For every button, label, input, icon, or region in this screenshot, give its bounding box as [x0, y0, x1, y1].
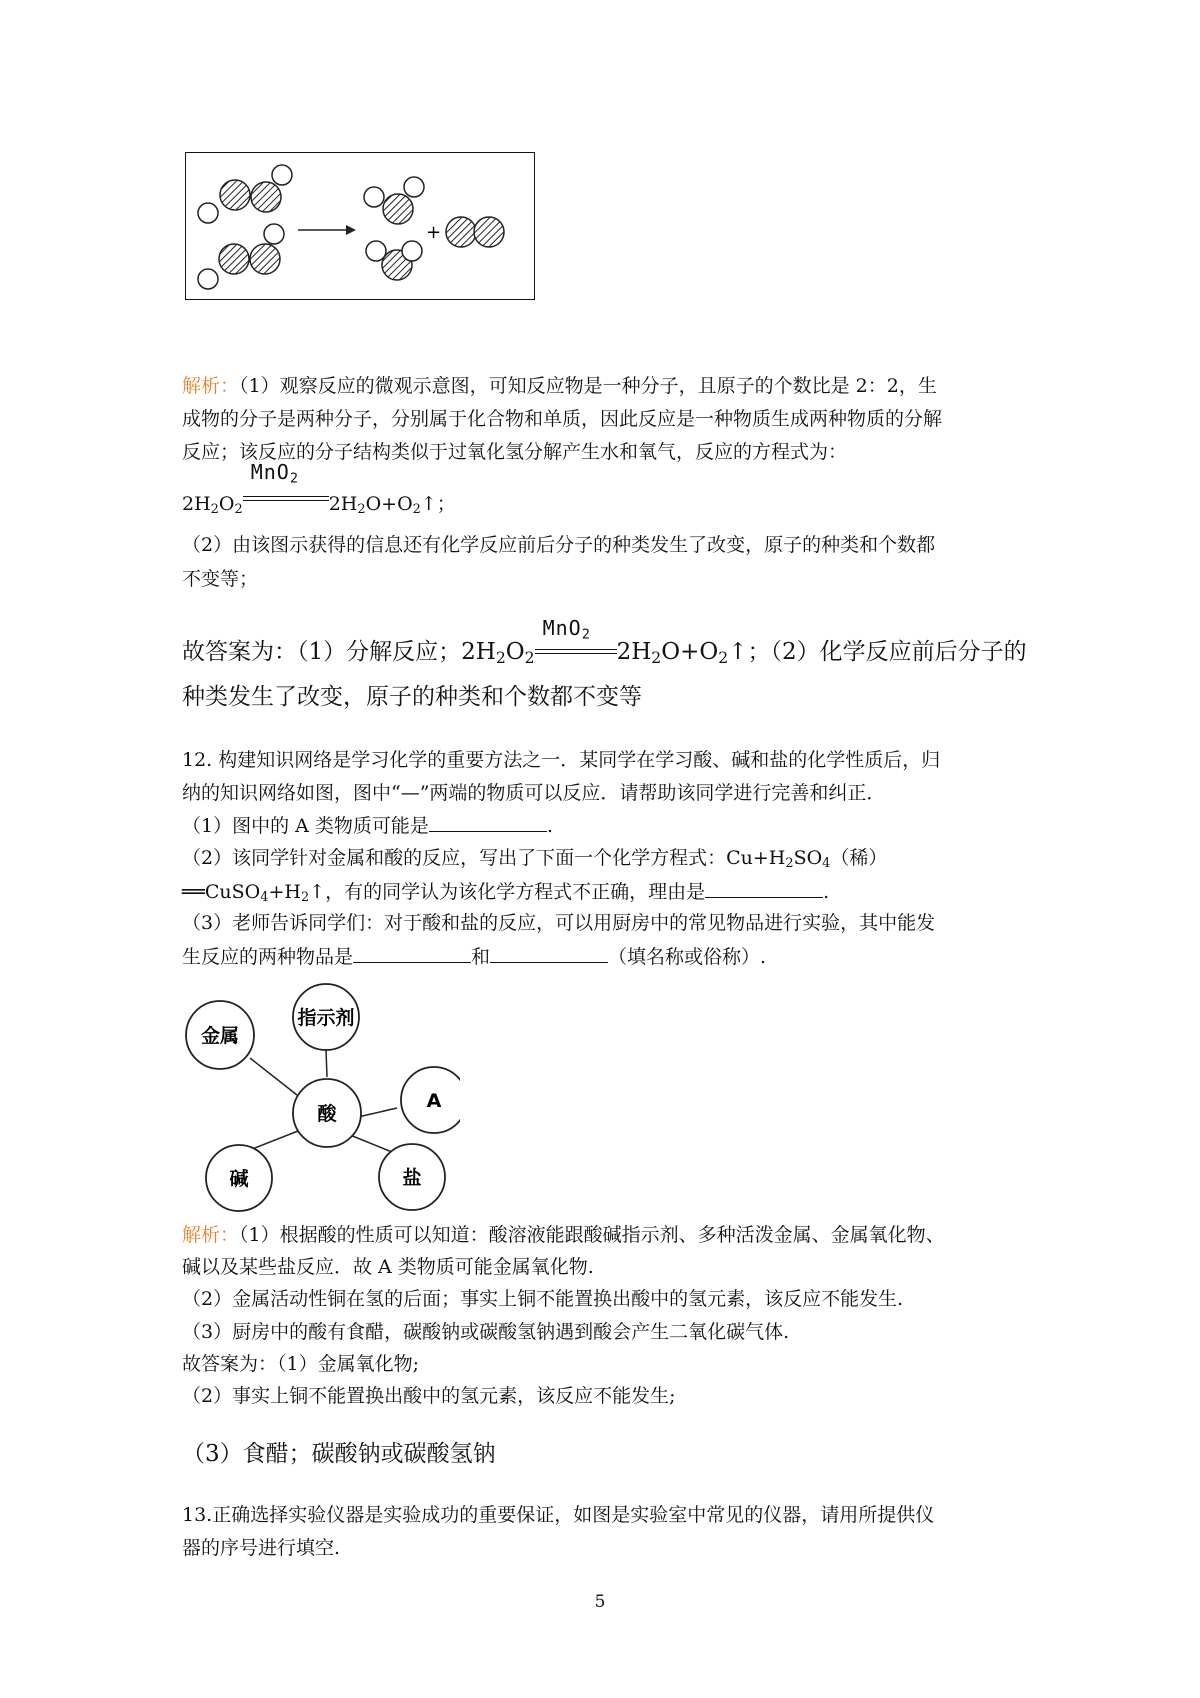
eq-sub: 2 — [357, 502, 366, 518]
q-sub: 4 — [260, 890, 269, 906]
reaction-arrow — [298, 225, 356, 235]
q11-analysis-line-6: 不变等； — [182, 568, 259, 590]
q12-answer-line-3: （3）食醋；碳酸钠或碳酸氢钠 — [182, 1441, 496, 1467]
q-sub: 2 — [300, 890, 310, 906]
ans-part: O — [505, 639, 525, 665]
q13-stem-line-2: 器的序号进行填空. — [182, 1537, 341, 1559]
ans-sub: 2 — [718, 647, 729, 667]
analysis-label: 解析： — [182, 375, 240, 397]
ans-sub: 2 — [524, 647, 535, 667]
answer-blank[interactable] — [490, 944, 608, 963]
q-text: （稀） — [830, 847, 888, 869]
q-text: SO — [793, 847, 823, 869]
node-metal-label: 金属 — [200, 1025, 240, 1047]
product-water-molecule-1 — [364, 177, 424, 224]
ans-part: O+O — [661, 639, 719, 665]
eq-sub: 2 — [234, 502, 243, 518]
catalyst-sub: 2 — [581, 626, 591, 643]
catalyst-label — [250, 460, 299, 487]
node-salt — [379, 1144, 445, 1210]
eq-part: ↑； — [420, 493, 456, 515]
q12-question-3: （3）老师告诉同学们：对于酸和盐的反应，可以用厨房中的常见物品进行实验，其中能发 — [182, 912, 936, 934]
knowledge-network-svg — [180, 975, 460, 1215]
page-number: 5 — [594, 1592, 606, 1612]
q12-answer-line-1: 故答案为：（1）金属氧化物; — [182, 1353, 419, 1375]
q12-analysis-line-2: 碱以及某些盐反应．故 A 类物质可能金属氧化物. — [182, 1256, 594, 1278]
q-text: ══CuSO — [182, 881, 261, 903]
eq-part: 2H — [182, 493, 211, 515]
reactant-molecule-2 — [198, 224, 284, 289]
knowledge-network-diagram — [180, 975, 460, 1215]
node-salt-label: 盐 — [402, 1167, 422, 1189]
q12-analysis-line-1 — [182, 1223, 945, 1247]
analysis-label: 解析： — [182, 1224, 240, 1246]
product-water-molecule-2 — [366, 241, 422, 280]
reactant-molecule-1 — [198, 165, 292, 223]
node-base-label: 碱 — [229, 1168, 249, 1190]
node-indicator-label: 指示剂 — [297, 1007, 355, 1029]
catalyst-condition — [243, 460, 329, 510]
equals-bar — [243, 496, 329, 501]
catalyst-condition — [535, 616, 617, 659]
node-center-label: 酸 — [317, 1103, 337, 1125]
ans-part: 故答案为：（1）分解反应；2H — [182, 639, 496, 665]
q-text: （2）该同学针对金属和酸的反应，写出了下面一个化学方程式：Cu+H — [182, 847, 786, 869]
q-text: . — [546, 815, 553, 837]
q11-equation — [182, 460, 456, 518]
q12-question-3-cont — [182, 944, 766, 969]
q-text: （1）图中的 A 类物质可能是 — [182, 815, 429, 837]
eq-sub: 2 — [412, 502, 421, 518]
node-metal — [186, 1001, 254, 1069]
q12-answer-line-2: （2）事实上铜不能置换出酸中的氢元素，该反应不能发生; — [182, 1385, 676, 1407]
q12-analysis-line-4: （3）厨房中的酸有食醋，碳酸钠或碳酸氢钠遇到酸会产生二氧化碳气体. — [182, 1321, 790, 1343]
q-text: （填名称或俗称）. — [608, 946, 767, 968]
q-text: . — [823, 881, 830, 903]
q12-stem-line-2: 纳的知识网络如图，图中“—”两端的物质可以反应．请帮助该同学进行完善和纠正． — [182, 782, 886, 804]
ans-part: ↑；（2）化学反应前后分子的 — [728, 639, 1027, 665]
q12-stem-line-1: 12. 构建知识网络是学习化学的重要方法之一．某同学在学习酸、碱和盐的化学性质后，归 — [182, 749, 941, 771]
q-text: +H — [268, 881, 301, 903]
q11-analysis-line-2: 成物的分子是两种分子，分别属于化合物和单质，因此反应是一种物质生成两种物质的分解 — [182, 408, 943, 430]
catalyst-text: MnO — [542, 616, 582, 640]
plus-sign: + — [426, 222, 442, 243]
q-text: 生反应的两种物品是 — [182, 946, 354, 968]
eq-part: O+O — [365, 493, 413, 515]
product-oxygen-molecule — [446, 217, 504, 247]
catalyst-sub: 2 — [289, 470, 299, 487]
q11-answer-line-1 — [182, 616, 1027, 667]
eq-part: O — [218, 493, 235, 515]
node-a-label: A — [426, 1090, 442, 1112]
q-text: ↑，有的同学认为该化学方程式不正确，理由是 — [309, 881, 706, 903]
answer-blank[interactable] — [429, 813, 547, 832]
catalyst-label — [543, 613, 591, 643]
q11-answer-line-2: 种类发生了改变，原子的种类和个数都不变等 — [182, 684, 642, 710]
q12-analysis-text: （1）根据酸的性质可以知道：酸溶液能跟酸碱指示剂、多种活泼金属、金属氧化物、 — [239, 1224, 945, 1246]
ans-part: 2H — [616, 639, 652, 665]
reaction-diagram-svg — [186, 153, 536, 301]
node-center — [293, 1079, 361, 1147]
q-text: 和 — [471, 946, 491, 968]
eq-part: 2H — [328, 493, 358, 515]
ans-sub: 2 — [651, 647, 662, 667]
node-indicator — [293, 984, 359, 1050]
q-sub: 2 — [785, 856, 794, 872]
q-sub: 4 — [822, 856, 831, 872]
q11-analysis-line-3: 反应；该反应的分子结构类似于过氧化氢分解产生水和氧气，反应的方程式为： — [182, 441, 848, 463]
q11-analysis-line-1 — [182, 374, 937, 398]
reaction-diagram — [185, 152, 535, 300]
q11-text-1: （1）观察反应的微观示意图，可知反应物是一种分子，且原子的个数比是 2：2，生 — [239, 375, 937, 397]
answer-blank[interactable] — [705, 879, 823, 898]
equals-bar — [535, 649, 617, 654]
q13-stem-line-1: 13.正确选择实验仪器是实验成功的重要保证，如图是实验室中常见的仪器，请用所提供仪 — [182, 1504, 935, 1526]
node-base — [206, 1145, 272, 1211]
ans-sub: 2 — [495, 647, 506, 667]
q11-analysis-line-5: （2）由该图示获得的信息还有化学反应前后分子的种类发生了改变，原子的种类和个数都 — [182, 534, 936, 556]
catalyst-text: MnO — [250, 460, 290, 484]
q12-question-1 — [182, 813, 553, 838]
q12-question-2-cont — [182, 879, 829, 904]
node-a — [401, 1067, 460, 1133]
q12-question-2 — [182, 846, 887, 870]
answer-blank[interactable] — [353, 944, 471, 963]
eq-sub: 2 — [210, 502, 219, 518]
q12-analysis-line-3: （2）金属活动性铜在氢的后面；事实上铜不能置换出酸中的氢元素，该反应不能发生. — [182, 1288, 904, 1310]
